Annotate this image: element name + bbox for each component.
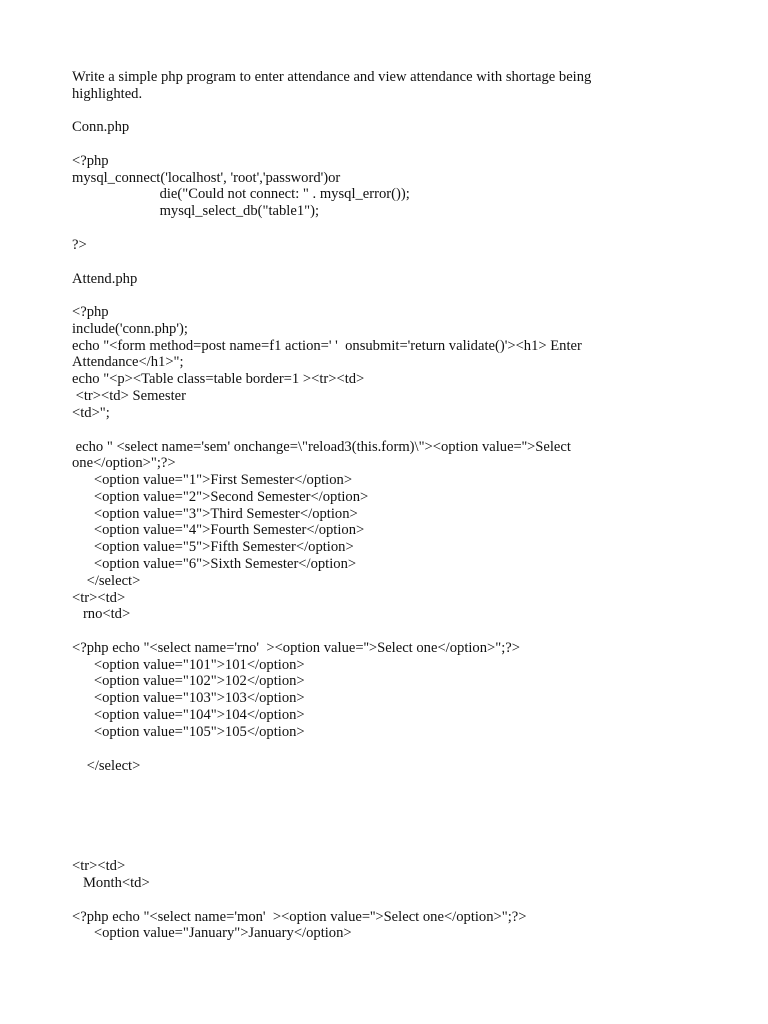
text-line: <?php echo "<select name='rno' ><option value=''>Select one</option>";?> — [72, 640, 520, 656]
text-line: Month<td> — [72, 875, 150, 891]
text-line: <tr><td> — [72, 858, 126, 874]
text-line: Attendance</h1>"; — [72, 354, 184, 370]
text-line: </select> — [72, 758, 141, 774]
text-line: rno<td> — [72, 606, 131, 622]
text-line: </select> — [72, 573, 141, 589]
text-line: <tr><td> Semester — [72, 388, 186, 404]
text-line: <tr><td> — [72, 590, 126, 606]
text-line: Write a simple php program to enter attendance and view attendance with shortage being — [72, 69, 592, 85]
text-line: one</option>";?> — [72, 455, 176, 471]
text-line: <option value="103">103</option> — [72, 690, 305, 706]
text-line: Attend.php — [72, 271, 138, 287]
text-line: <option value="6">Sixth Semester</option> — [72, 556, 357, 572]
text-line: <option value="4">Fourth Semester</option> — [72, 522, 365, 538]
text-line: include('conn.php'); — [72, 321, 188, 337]
text-line: <option value="104">104</option> — [72, 707, 305, 723]
text-line: echo " <select name='sem' onchange=\"reload3(this.form)\"><option value=''>Select — [72, 439, 571, 455]
text-line: mysql_select_db("table1"); — [72, 203, 319, 219]
text-line: <?php — [72, 153, 109, 169]
text-line: <option value="101">101</option> — [72, 657, 305, 673]
text-line: Conn.php — [72, 119, 130, 135]
text-line: echo "<form method=post name=f1 action=' ' onsubmit='return validate()'><h1> Enter — [72, 338, 582, 354]
text-line: <?php echo "<select name='mon' ><option value=''>Select one</option>";?> — [72, 909, 527, 925]
text-line: ?> — [72, 237, 87, 253]
text-line: mysql_connect('localhost', 'root','password')or — [72, 170, 341, 186]
text-line: <option value="2">Second Semester</option> — [72, 489, 369, 505]
text-line: highlighted. — [72, 86, 143, 102]
text-line: <option value="5">Fifth Semester</option> — [72, 539, 354, 555]
text-line: echo "<p><Table class=table border=1 ><tr><td> — [72, 371, 365, 387]
text-line: <option value="3">Third Semester</option> — [72, 506, 358, 522]
text-line: <option value="102">102</option> — [72, 673, 305, 689]
text-line: die("Could not connect: " . mysql_error()); — [72, 186, 410, 202]
text-line: <option value="1">First Semester</option> — [72, 472, 353, 488]
text-line: <option value="January">January</option> — [72, 925, 352, 941]
text-line: <td>"; — [72, 405, 110, 421]
text-line: <?php — [72, 304, 109, 320]
text-line: <option value="105">105</option> — [72, 724, 305, 740]
